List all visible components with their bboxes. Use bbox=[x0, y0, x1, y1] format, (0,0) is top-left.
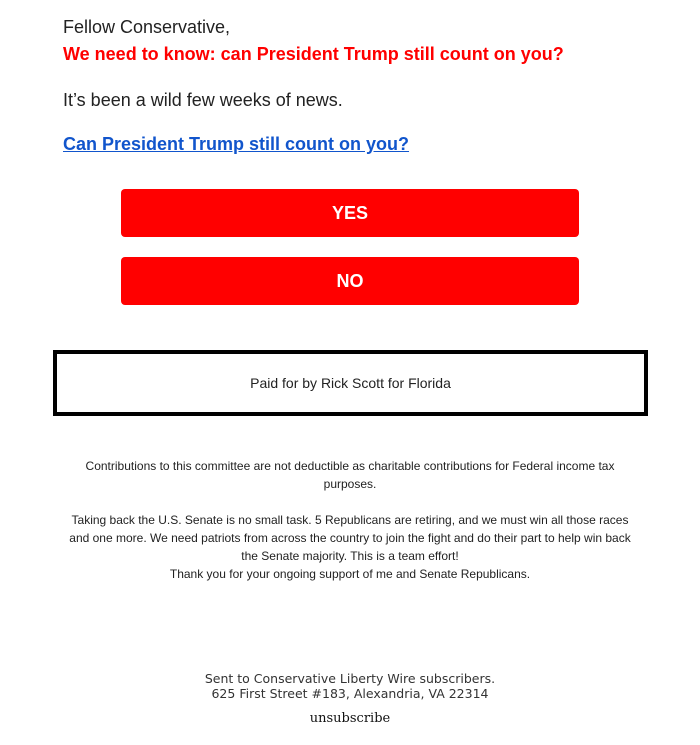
senate-message-text: Taking back the U.S. Senate is no small task. 5 Republicans are retiring, and we must win all those races and one more. We need patriots from across the country to join the fight and do their part to help win back the Senate majority. This is a team effort! bbox=[69, 513, 631, 563]
headline: We need to know: can President Trump still count on you? bbox=[63, 44, 564, 64]
footer-sent-to: Sent to Conservative Liberty Wire subscribers. bbox=[204, 671, 496, 686]
thanks-text: Thank you for your ongoing support of me and Senate Republicans. bbox=[169, 567, 531, 581]
unsubscribe-link[interactable]: unsubscribe bbox=[309, 711, 391, 726]
intro-text: It’s been a wild few weeks of news. bbox=[63, 90, 343, 110]
yes-button[interactable] bbox=[121, 189, 579, 237]
footer-address: 625 First Street #183, Alexandria, VA 22314 bbox=[211, 686, 489, 701]
yes-button-label: YES bbox=[331, 202, 369, 223]
unsubscribe-wrapper bbox=[0, 711, 700, 726]
senate-message bbox=[60, 511, 640, 583]
no-button[interactable] bbox=[121, 257, 579, 305]
greeting: Fellow Conservative, bbox=[63, 17, 231, 37]
tax-disclaimer: Contributions to this committee are not deductible as charitable contributions for Federal income tax purposes. bbox=[85, 459, 615, 491]
paid-for-text: Paid for by Rick Scott for Florida bbox=[250, 375, 451, 391]
cta-link[interactable]: Can President Trump still count on you? bbox=[63, 134, 410, 154]
no-button-label: NO bbox=[336, 270, 364, 291]
paid-for-disclaimer-box bbox=[53, 350, 648, 416]
